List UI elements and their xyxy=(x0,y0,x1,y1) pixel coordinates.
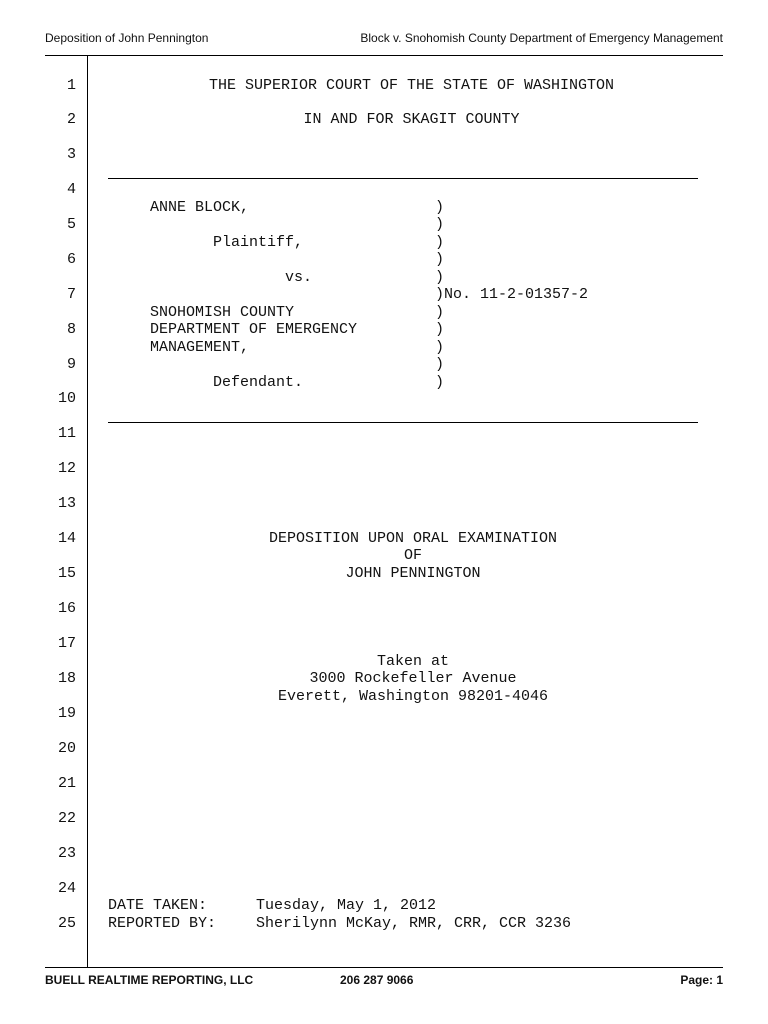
document-title: DEPOSITION UPON ORAL EXAMINATION xyxy=(268,530,558,547)
location-city: Everett, Washington 98201-4046 xyxy=(277,688,549,705)
header-left-title: Deposition of John Pennington xyxy=(45,31,209,45)
defendant-name-line3: MANAGEMENT, xyxy=(150,339,250,356)
line-number: 4 xyxy=(66,181,76,198)
caption-top-rule xyxy=(108,178,698,179)
line-number: 9 xyxy=(66,356,76,373)
defendant-name-line1: SNOHOMISH COUNTY xyxy=(150,304,295,321)
defendant-role: Defendant. xyxy=(213,374,304,391)
reported-by-label: REPORTED BY: xyxy=(108,915,217,932)
header-right-title: Block v. Snohomish County Department of Emergency Management xyxy=(360,31,723,45)
line-number: 3 xyxy=(66,146,76,163)
line-number: 16 xyxy=(57,600,76,617)
line-number: 7 xyxy=(66,286,76,303)
line-number: 1 xyxy=(66,77,76,94)
line-number: 13 xyxy=(57,495,76,512)
date-taken-value: Tuesday, May 1, 2012 xyxy=(256,897,437,914)
line-number: 21 xyxy=(57,775,76,792)
defendant-name-line2: DEPARTMENT OF EMERGENCY xyxy=(150,321,358,338)
line-number: 5 xyxy=(66,216,76,233)
location-label: Taken at xyxy=(376,653,449,670)
caption-paren: ) xyxy=(435,199,445,216)
line-number: 23 xyxy=(57,845,76,862)
line-number: 15 xyxy=(57,565,76,582)
plaintiff-role: Plaintiff, xyxy=(213,234,304,251)
line-number: 19 xyxy=(57,705,76,722)
caption-bottom-rule xyxy=(108,422,698,423)
line-number: 25 xyxy=(57,915,76,932)
line-number: 12 xyxy=(57,460,76,477)
line-number: 8 xyxy=(66,321,76,338)
line-number: 24 xyxy=(57,880,76,897)
deponent-name: JOHN PENNINGTON xyxy=(345,565,481,582)
document-title-of: OF xyxy=(403,547,422,564)
caption-paren: ) xyxy=(435,374,445,391)
caption-paren: ) xyxy=(435,304,445,321)
location-street: 3000 Rockefeller Avenue xyxy=(309,670,517,687)
footer-page-number: Page: 1 xyxy=(680,973,723,987)
line-number: 17 xyxy=(57,635,76,652)
court-county: IN AND FOR SKAGIT COUNTY xyxy=(303,111,520,128)
caption-paren: ) xyxy=(435,269,445,286)
caption-paren: ) xyxy=(435,216,445,233)
versus-label: vs. xyxy=(285,269,313,286)
line-number: 14 xyxy=(57,530,76,547)
line-number: 6 xyxy=(66,251,76,268)
court-name: THE SUPERIOR COURT OF THE STATE OF WASHINGTON xyxy=(208,77,615,94)
caption-paren: ) xyxy=(435,234,445,251)
footer-company: BUELL REALTIME REPORTING, LLC xyxy=(45,973,254,987)
line-number: 11 xyxy=(57,425,76,442)
footer-phone: 206 287 9066 xyxy=(340,973,414,987)
header-rule xyxy=(45,55,723,56)
margin-rule xyxy=(87,55,88,968)
case-number: )No. 11-2-01357-2 xyxy=(435,286,589,303)
caption-paren: ) xyxy=(435,356,445,373)
caption-paren: ) xyxy=(435,339,445,356)
line-number: 20 xyxy=(57,740,76,757)
date-taken-label: DATE TAKEN: xyxy=(108,897,208,914)
reported-by-value: Sherilynn McKay, RMR, CRR, CCR 3236 xyxy=(256,915,572,932)
line-number: 22 xyxy=(57,810,76,827)
caption-paren: ) xyxy=(435,321,445,338)
plaintiff-name: ANNE BLOCK, xyxy=(150,199,250,216)
footer-rule xyxy=(45,967,723,968)
line-number: 18 xyxy=(57,670,76,687)
caption-paren: ) xyxy=(435,251,445,268)
line-number: 10 xyxy=(57,390,76,407)
line-number: 2 xyxy=(66,111,76,128)
